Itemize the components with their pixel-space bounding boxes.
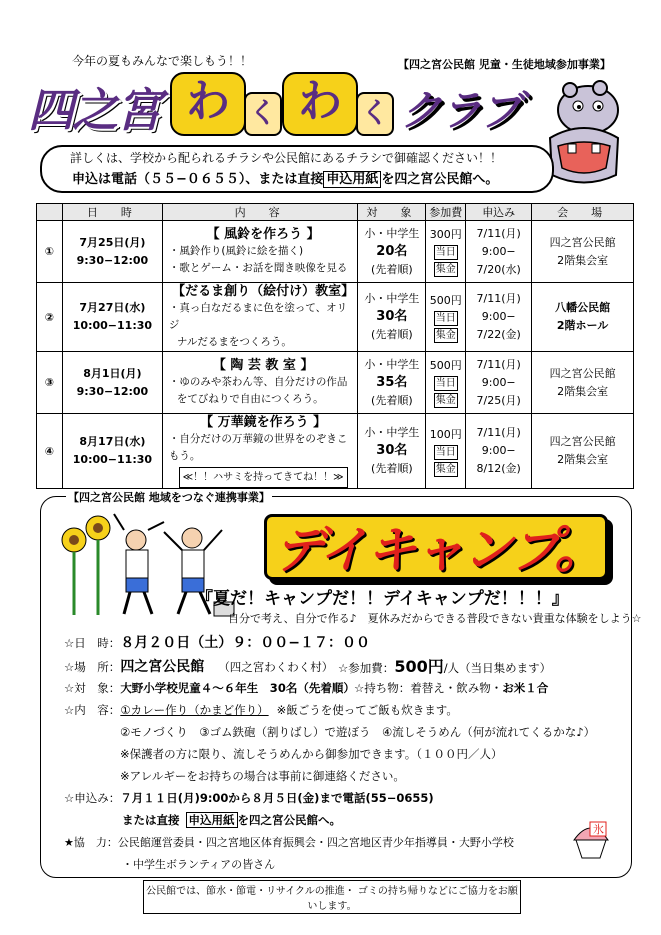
col-header: 会 場 (532, 204, 634, 221)
table-row (37, 221, 634, 283)
apply-time: 9:00− (481, 310, 516, 323)
date-value: ８月２０日（土）９：００−１７：００ (120, 635, 371, 651)
row-fee (426, 352, 466, 414)
row-date (62, 283, 162, 352)
apply-time: 9:00− (481, 375, 516, 389)
tagline: 今年の夏もみんなで楽しもう！！ (72, 54, 253, 68)
daycamp-slogan: 『夏だ！キャンプだ！！デイキャンプだ！！！』 (196, 589, 569, 609)
apply-to-hall: を四之宮公民館へ。 (237, 813, 341, 827)
order-note: (先着順) (371, 262, 413, 276)
apply-start: 7/11(月) (476, 357, 521, 371)
row-content (162, 283, 358, 352)
col-header: 内 容 (162, 204, 358, 221)
row-content (162, 221, 358, 283)
coop-value: 公民館運営委員・四之宮地区体育振興会・四之宮地区青少年指導員・大野小学校 (117, 836, 514, 849)
event-desc: ・ゆのみや茶わん等、自分だけの作品 (168, 376, 348, 388)
col-header: 対 象 (358, 204, 426, 221)
time-text: 10:00−11:30 (72, 319, 153, 332)
title-shinomiya: 四之宮 (28, 83, 160, 137)
event-desc: をてびねりで自由につくろう。 (176, 393, 324, 405)
apply-time: 9:00− (481, 444, 516, 457)
apply-time: 9:00− (481, 244, 516, 258)
daycamp-title: デイキャンプ。 (274, 521, 603, 579)
coop-label: ★協 力： (64, 836, 118, 849)
row-content (162, 352, 358, 414)
info-target (64, 680, 355, 696)
info-place (64, 656, 333, 676)
title-ku-1: く (244, 92, 282, 136)
row-apply (466, 221, 532, 283)
title-waku-1: わ (170, 72, 246, 136)
row-target (358, 352, 426, 414)
time-text: 10:00−11:30 (72, 453, 153, 466)
items-label: ☆持ち物：着替え・飲み物・ (354, 681, 503, 695)
event-title: 【 風鈴を作ろう 】 (206, 227, 320, 242)
coop-value-2: ・中学生ボランティアの皆さん (122, 858, 276, 871)
row-fee (426, 221, 466, 283)
shaved-ice-icon (568, 818, 614, 864)
table-row (37, 352, 634, 414)
venue-room: 2階集会室 (557, 453, 609, 466)
org-tag: 【四之宮公民館 児童・生徒地域参加事業】 (398, 58, 611, 71)
capacity: 30名 (376, 443, 408, 458)
place-value: 四之宮公民館 (120, 659, 205, 675)
info-apply (64, 790, 434, 806)
fee-amount: 100円 (429, 427, 462, 441)
venue-name: 四之宮公民館 (549, 366, 616, 380)
info-apply-direct (122, 812, 341, 828)
apply-start: 7/11(月) (476, 226, 521, 240)
venue-room: 2階集会室 (557, 384, 609, 398)
collect-tag: 集金 (435, 463, 456, 475)
info-content (64, 702, 458, 718)
footer-note: 公民館では、節水・節電・リサイクルの推進・ ゴミの持ち帰りなどにご協力をお願いします。 (143, 880, 521, 914)
venue-name: 四之宮公民館 (549, 235, 616, 249)
apply-form-box-2: 申込用紙 (186, 812, 238, 828)
place-note: （四之宮わくわく村） (218, 660, 334, 674)
pay-day-tag: 当日 (435, 312, 456, 324)
content-rice-note: ※飯ごうを使ってご飯も炊きます。 (276, 703, 458, 717)
fee-value: 500円 (394, 657, 444, 676)
apply-start: 7/11(月) (476, 426, 521, 439)
event-desc: ナルだるまをつくろう。 (176, 336, 292, 348)
apply-label: ☆申込み： (64, 791, 121, 805)
apply-direct: または直接 (122, 813, 180, 827)
target-label: ☆対 象： (64, 681, 121, 695)
target-text: 小・中学生 (364, 357, 420, 371)
info-fee (338, 654, 551, 677)
content-activities: ②モノづくり ③ゴム鉄砲（割りばし）で遊ぼう ④流しそうめん（何が流れてくるかな♪） (120, 725, 596, 739)
event-title: 【 万華鏡を作ろう 】 (200, 415, 327, 430)
apply-end: 7/22(金) (476, 328, 521, 341)
info-items (354, 680, 548, 696)
row-apply (466, 283, 532, 352)
row-date (62, 221, 162, 283)
daycamp-subtitle: 自分で考え、自分で作る♪ 夏休みだからできる普段できない貴重な体験をしよう☆ (228, 612, 642, 625)
col-header: 日 時 (62, 204, 162, 221)
collect-tag: 集金 (435, 264, 456, 275)
info-line: 詳しくは、学校から配られるチラシや公民館にあるチラシで御確認ください！！ (70, 151, 503, 165)
table-header-row (37, 204, 634, 221)
info-coop (64, 834, 514, 850)
title-ku-2: く (356, 92, 394, 136)
row-venue (532, 283, 634, 352)
date-text: 7月27日(水) (79, 301, 146, 314)
order-note: (先着順) (371, 393, 413, 407)
date-text: 8月17日(水) (79, 435, 146, 448)
event-desc: ・自分だけの万華鏡の世界をのぞきこもう。 (168, 433, 348, 462)
content-allergy-note: ※アレルギーをお持ちの場合は事前に御連絡ください。 (120, 769, 405, 783)
order-note: (先着順) (371, 462, 413, 475)
row-venue (532, 414, 634, 489)
event-title: 【だるま創り（絵付け）教室】 (172, 284, 355, 299)
venue-room: 2階ホール (556, 319, 609, 332)
col-header: 参加費 (426, 204, 466, 221)
apply-value: ７月１１日(月)9:00から８月５日(金)まで電話(55−0655) (120, 791, 434, 805)
schedule-table (36, 203, 634, 489)
collect-tag: 集金 (435, 329, 456, 341)
row-apply (466, 352, 532, 414)
fee-amount: 500円 (429, 359, 462, 372)
content-curry: ①カレー作り（かまど作り） (120, 703, 269, 717)
target-text: 小・中学生 (364, 226, 420, 240)
row-fee (426, 283, 466, 352)
daycamp-tag: 【四之宮公民館 地域をつなぐ連携事業】 (68, 491, 270, 504)
date-label: ☆日 時： (64, 636, 121, 650)
capacity: 20名 (376, 243, 408, 259)
apply-form-box: 申込用紙 (323, 171, 381, 188)
fee-note: /人（当日集めます） (443, 661, 552, 675)
table-row (37, 414, 634, 489)
event-desc: ・真っ白なだるまに色を塗って、オリジ (168, 302, 348, 331)
pay-day-tag: 当日 (435, 446, 456, 458)
capacity: 35名 (376, 374, 408, 390)
row-target (358, 221, 426, 283)
row-date (62, 414, 162, 489)
row-number: ③ (37, 352, 63, 414)
content-label: ☆内 容： (64, 703, 121, 717)
apply-end: 8/12(金) (476, 462, 521, 475)
pay-day-tag: 当日 (435, 247, 456, 258)
target-text: 小・中学生 (364, 292, 420, 305)
capacity: 30名 (376, 309, 408, 324)
info-date (64, 632, 370, 652)
venue-name: 八幡公民館 (555, 301, 611, 314)
row-number: ② (37, 283, 63, 352)
event-desc: ・風鈴作り(風鈴に絵を描く) (168, 245, 304, 257)
time-text: 9:30−12:00 (76, 384, 149, 398)
pay-day-tag: 当日 (435, 378, 456, 389)
row-target (358, 283, 426, 352)
title-club: クラブ (400, 86, 521, 135)
row-content (162, 414, 358, 489)
svg-text:氷: 氷 (593, 823, 604, 836)
venue-room: 2階集会室 (557, 253, 609, 267)
fee-amount: 300円 (429, 228, 462, 241)
collect-tag: 集金 (435, 395, 456, 406)
col-header (37, 204, 63, 221)
apply-post: を四之宮公民館へ。 (381, 172, 499, 187)
venue-name: 四之宮公民館 (549, 435, 616, 448)
row-fee (426, 414, 466, 489)
order-note: (先着順) (371, 328, 413, 341)
time-text: 9:30−12:00 (76, 253, 149, 267)
apply-line (72, 168, 498, 187)
place-label: ☆場 所： (64, 660, 121, 674)
content-parents-note: ※保護者の方に限り、流しそうめんから御参加できます。（１００円／人） (120, 747, 503, 761)
items-rice: お米１合 (502, 681, 549, 695)
event-desc: ・歌とゲーム・お話を聞き映像を見る (168, 262, 348, 274)
date-text: 7月25日(月) (79, 235, 146, 249)
row-number: ① (37, 221, 63, 283)
row-number: ④ (37, 414, 63, 489)
target-value: 大野小学校児童４〜６年生 30名（先着順） (120, 681, 355, 695)
col-header: 申込み (466, 204, 532, 221)
fee-amount: 500円 (429, 293, 462, 307)
event-title: 【 陶 芸 教 室 】 (212, 358, 314, 373)
row-apply (466, 414, 532, 489)
target-text: 小・中学生 (364, 426, 420, 439)
apply-end: 7/20(水) (476, 262, 521, 276)
row-venue (532, 352, 634, 414)
date-text: 8月1日(月) (83, 366, 142, 380)
table-row (37, 283, 634, 352)
scissors-warning: ≪！！ハサミを持ってきてね！！≫ (179, 467, 348, 488)
apply-end: 7/25(月) (476, 393, 521, 407)
apply-start: 7/11(月) (476, 292, 521, 305)
apply-pre: 申込は電話（５５−０６５５）、または直接 (72, 172, 324, 187)
title-waku-2: わ (282, 72, 358, 136)
row-venue (532, 221, 634, 283)
row-target (358, 414, 426, 489)
row-date (62, 352, 162, 414)
fee-label: ☆参加費： (338, 661, 395, 675)
